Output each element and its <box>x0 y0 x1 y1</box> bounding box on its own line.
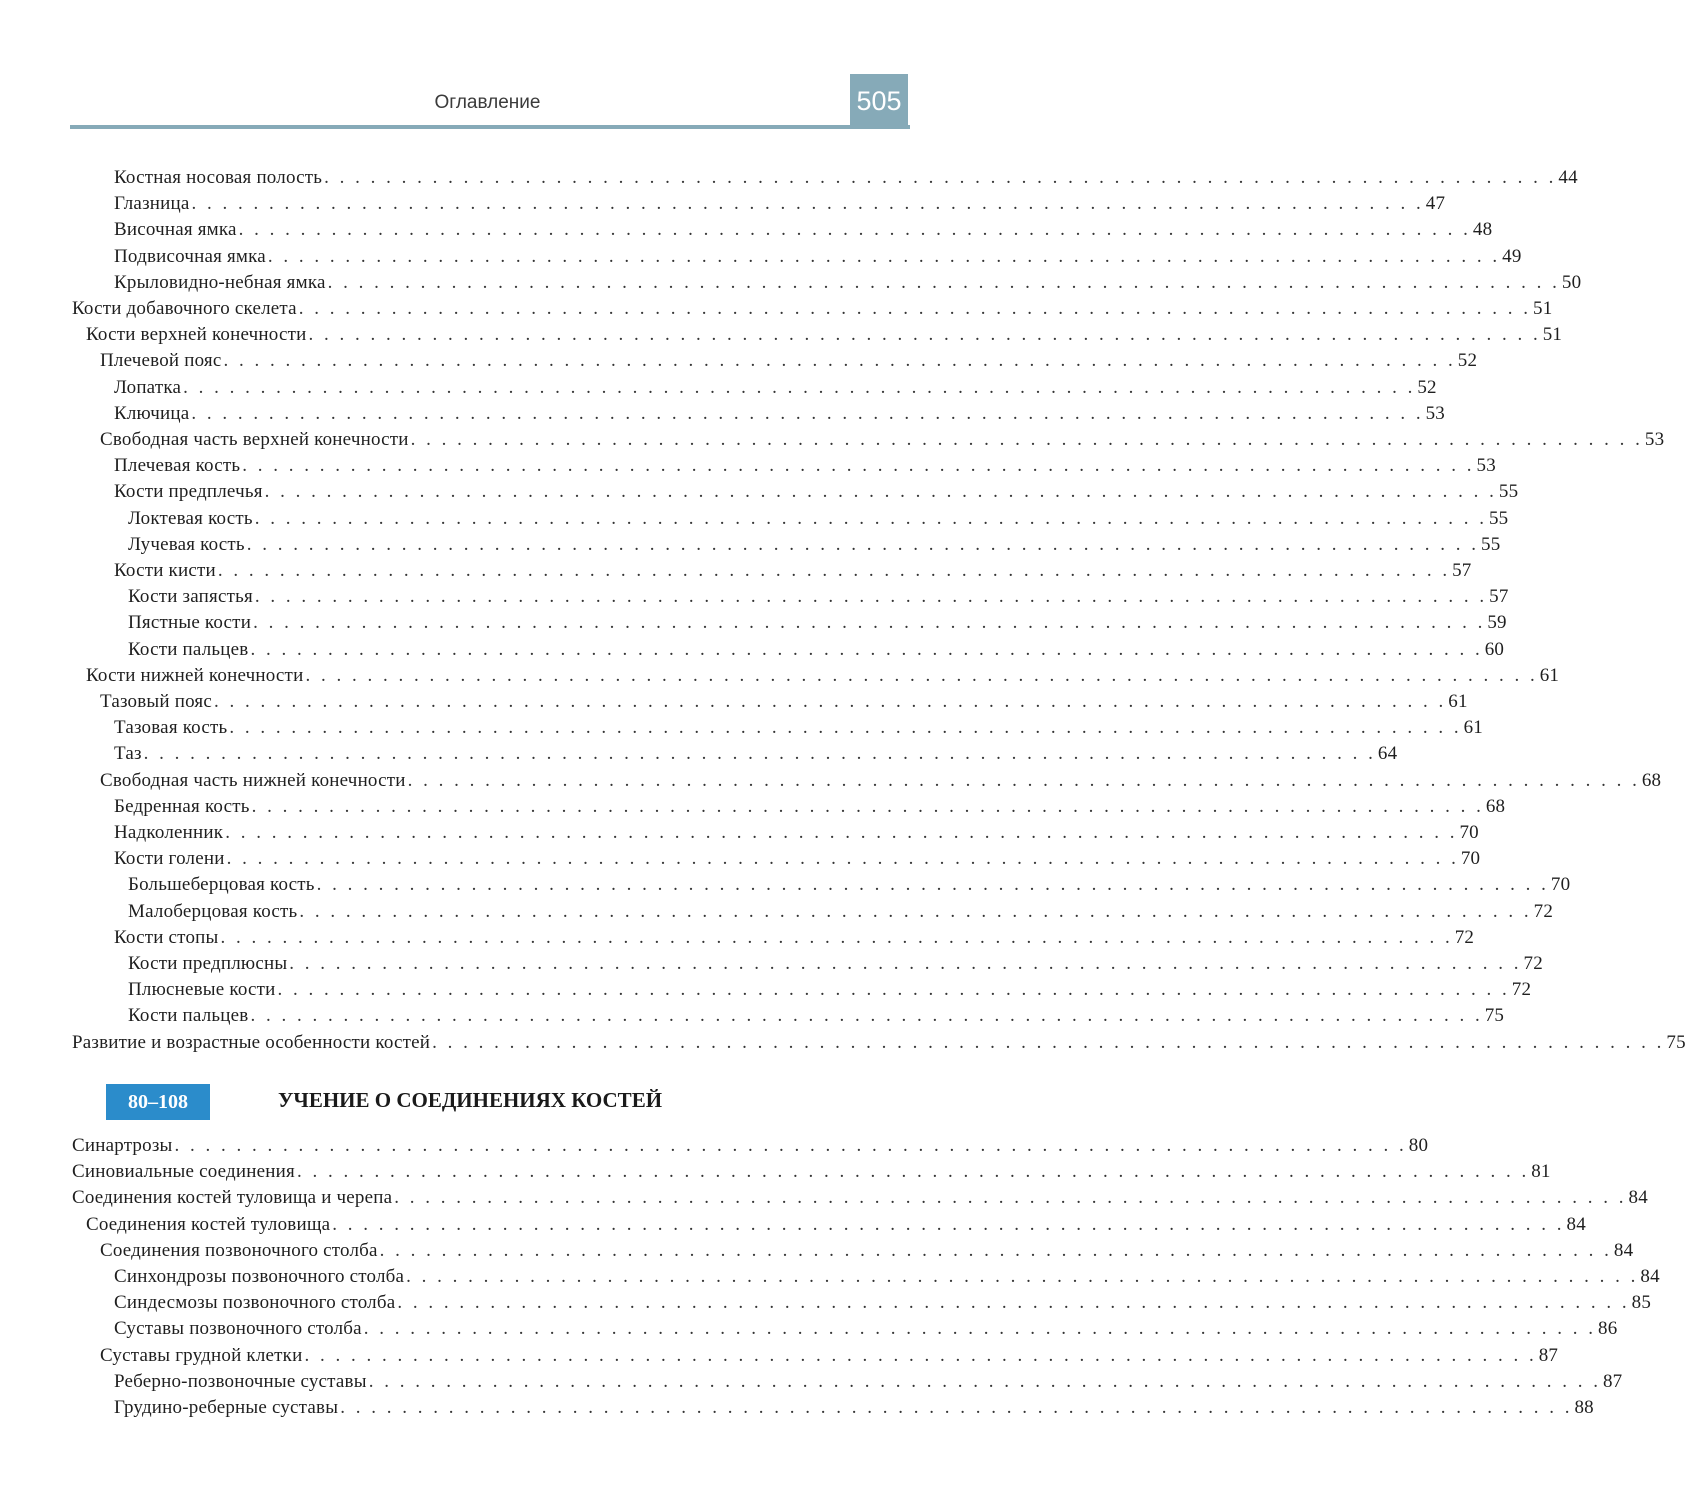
toc-entry <box>128 610 1507 636</box>
section-title: УЧЕНИЕ О СОЕДИНЕНИЯХ КОСТЕЙ <box>278 1088 663 1112</box>
toc-entry-page: 84 <box>1628 1187 1648 1209</box>
toc-entry <box>86 1212 1586 1238</box>
toc-entry-title: Надколенник <box>114 822 224 843</box>
toc-entry-title: Синартрозы <box>72 1135 173 1156</box>
toc-leader-dots: . . . . . . . . . . . . . . . . . . . . . . . . . . . . . . . . . . . . . . . . . . . . . . . . . . . . . . . . . . . . . . . . . . . . . . . . . . . . . . . . <box>253 612 1486 634</box>
toc-entry <box>114 479 1519 505</box>
toc-entry <box>86 322 1563 348</box>
toc-entry-title: Суставы позвоночного столба <box>114 1318 362 1340</box>
toc-entry-page: 86 <box>1598 1318 1618 1340</box>
toc-entry-title: Соединения костей туловища <box>86 1213 331 1235</box>
toc-entry-page: 70 <box>1550 874 1571 896</box>
toc-entry <box>72 296 1553 322</box>
toc-entry <box>128 1003 1505 1029</box>
toc-entry-title: Синдесмозы позвоночного столба <box>114 1292 396 1314</box>
toc-entry-page: 61 <box>1463 717 1483 739</box>
toc-entry-page: 59 <box>1487 612 1507 634</box>
toc-entry-page: 72 <box>1511 979 1532 1001</box>
toc-entry-title: Лопатка <box>114 376 182 398</box>
toc-entry-title: Свободная часть верхней конечности <box>100 429 409 450</box>
toc-leader-dots: . . . . . . . . . . . . . . . . . . . . . . . . . . . . . . . . . . . . . . . . . . . . . . . . . . . . . . . . . . . . . . . . . . . . . . . . . . . . . . . . <box>229 717 1462 739</box>
toc-leader-dots: . . . . . . . . . . . . . . . . . . . . . . . . . . . . . . . . . . . . . . . . . . . . . . . . . . . . . . . . . . . . . . . . . . . . . . . . . . . . . . . . <box>406 1266 1639 1287</box>
toc-entry <box>114 1316 1618 1342</box>
toc-entry-title: Кости пальцев <box>128 638 249 660</box>
toc-leader-dots: . . . . . . . . . . . . . . . . . . . . . . . . . . . . . . . . . . . . . . . . . . . . . . . . . . . . . . . . . . . . . . . . . . . . . . . . . . . . . . . . <box>308 324 1541 346</box>
toc-entry-page: 70 <box>1459 822 1479 843</box>
toc-entry <box>128 977 1532 1003</box>
toc-entry <box>114 401 1446 427</box>
toc-leader-dots: . . . . . . . . . . . . . . . . . . . . . . . . . . . . . . . . . . . . . . . . . . . . . . . . . . . . . . . . . . . . . . . . . . . . . . . . . . . . . . . . <box>267 245 1501 267</box>
toc-entry-title: Соединения костей туловища и черепа <box>72 1187 393 1209</box>
toc-entry <box>100 348 1478 374</box>
toc-leader-dots: . . . . . . . . . . . . . . . . . . . . . . . . . . . . . . . . . . . . . . . . . . . . . . . . . . . . . . . . . . . . . . . . . . . . . . . . . . . . . . . . <box>254 507 1487 529</box>
toc-leader-dots: . . . . . . . . . . . . . . . . . . . . . . . . . . . . . . . . . . . . . . . . . . . . . . . . . . . . . . . . . . . . . . . . . . . . . . . . . . . . . . . . <box>340 1397 1573 1418</box>
toc-entry-page: 68 <box>1485 795 1506 817</box>
toc-entry-title: Лучевая кость <box>128 533 245 555</box>
toc-leader-dots: . . . . . . . . . . . . . . . . . . . . . . . . . . . . . . . . . . . . . . . . . . . . . . . . . . . . . . . . . . . . . . . . . . . . . . . . . . . . . . . . <box>432 1031 1665 1053</box>
toc-entry <box>114 375 1437 401</box>
toc-entry-page: 72 <box>1533 900 1554 922</box>
toc-entry-page: 48 <box>1472 219 1493 241</box>
toc-entry-page: 61 <box>1448 691 1468 712</box>
toc-leader-dots: . . . . . . . . . . . . . . . . . . . . . . . . . . . . . . . . . . . . . . . . . . . . . . . . . . . . . . . . . . . . . . . . . . . . . . . . . . . . . . . . <box>394 1187 1627 1209</box>
toc-entry-title: Кости запястья <box>128 586 253 608</box>
toc-entry-page: 53 <box>1476 455 1496 477</box>
section-page-range-badge: 80–108 <box>106 1084 210 1120</box>
toc-entry <box>100 427 1665 453</box>
toc-leader-dots: . . . . . . . . . . . . . . . . . . . . . . . . . . . . . . . . . . . . . . . . . . . . . . . . . . . . . . . . . . . . . . . . . . . . . . . . . . . . . . . . <box>299 900 1532 922</box>
toc-entry <box>72 1133 1429 1159</box>
toc-entry-page: 84 <box>1640 1266 1660 1287</box>
toc-entry-title: Синовиальные соединения <box>72 1161 295 1183</box>
toc-entry <box>128 872 1571 898</box>
toc-entry-page: 68 <box>1641 769 1662 791</box>
toc-leader-dots: . . . . . . . . . . . . . . . . . . . . . . . . . . . . . . . . . . . . . . . . . . . . . . . . . . . . . . . . . . . . . . . . . . . . . . . . . . . . . . . . <box>332 1213 1565 1235</box>
toc-entry <box>100 689 1468 715</box>
toc-entry <box>114 820 1479 846</box>
toc-entry-page: 70 <box>1460 848 1481 870</box>
toc-entry-page: 57 <box>1452 560 1472 581</box>
toc-leader-dots: . . . . . . . . . . . . . . . . . . . . . . . . . . . . . . . . . . . . . . . . . . . . . . . . . . . . . . . . . . . . . . . . . . . . . . . . . . . . . . . . <box>316 874 1549 896</box>
toc-entry-title: Кости голени <box>114 848 225 870</box>
toc-leader-dots: . . . . . . . . . . . . . . . . . . . . . . . . . . . . . . . . . . . . . . . . . . . . . . . . . . . . . . . . . . . . . . . . . . . . . . . . . . . . . . . . <box>296 1161 1530 1183</box>
toc-leader-dots: . . . . . . . . . . . . . . . . . . . . . . . . . . . . . . . . . . . . . . . . . . . . . . . . . . . . . . . . . . . . . . . . . . . . . . . . . . . . . . . . <box>174 1135 1407 1156</box>
toc-entry-title: Височная ямка <box>114 219 237 241</box>
toc-entry <box>114 270 1582 296</box>
toc-leader-dots: . . . . . . . . . . . . . . . . . . . . . . . . . . . . . . . . . . . . . . . . . . . . . . . . . . . . . . . . . . . . . . . . . . . . . . . . . . . . . . . . <box>254 586 1488 608</box>
toc-leader-dots: . . . . . . . . . . . . . . . . . . . . . . . . . . . . . . . . . . . . . . . . . . . . . . . . . . . . . . . . . . . . . . . . . . . . . . . . . . . . . . . . <box>223 350 1456 372</box>
toc-entry-page: 50 <box>1561 271 1582 293</box>
toc-leader-dots: . . . . . . . . . . . . . . . . . . . . . . . . . . . . . . . . . . . . . . . . . . . . . . . . . . . . . . . . . . . . . . . . . . . . . . . . . . . . . . . . <box>327 271 1560 293</box>
toc-leader-dots: . . . . . . . . . . . . . . . . . . . . . . . . . . . . . . . . . . . . . . . . . . . . . . . . . . . . . . . . . . . . . . . . . . . . . . . . . . . . . . . . <box>191 193 1424 215</box>
toc-leader-dots: . . . . . . . . . . . . . . . . . . . . . . . . . . . . . . . . . . . . . . . . . . . . . . . . . . . . . . . . . . . . . . . . . . . . . . . . . . . . . . . . <box>363 1318 1597 1340</box>
toc-entry <box>114 244 1522 270</box>
toc-leader-dots: . . . . . . . . . . . . . . . . . . . . . . . . . . . . . . . . . . . . . . . . . . . . . . . . . . . . . . . . . . . . . . . . . . . . . . . . . . . . . . . . <box>238 219 1471 241</box>
toc-entry-title: Пястные кости <box>128 612 252 634</box>
toc-entry <box>114 794 1506 820</box>
toc-entry <box>114 191 1446 217</box>
toc-entry <box>114 558 1472 584</box>
toc-entry-page: 55 <box>1488 507 1509 529</box>
toc-leader-dots: . . . . . . . . . . . . . . . . . . . . . . . . . . . . . . . . . . . . . . . . . . . . . . . . . . . . . . . . . . . . . . . . . . . . . . . . . . . . . . . . <box>225 822 1458 843</box>
toc-leader-dots: . . . . . . . . . . . . . . . . . . . . . . . . . . . . . . . . . . . . . . . . . . . . . . . . . . . . . . . . . . . . . . . . . . . . . . . . . . . . . . . . <box>246 533 1480 555</box>
toc-entry-page: 60 <box>1484 638 1505 660</box>
toc-entry-title: Костная носовая полость <box>114 167 323 188</box>
toc-entry <box>86 663 1560 689</box>
toc-entry-page: 52 <box>1457 350 1478 372</box>
toc-entry-page: 64 <box>1377 743 1398 765</box>
toc-entry <box>100 1343 1559 1369</box>
toc-entry <box>114 715 1483 741</box>
toc-entry-title: Глазница <box>114 193 190 215</box>
toc-entry-page: 72 <box>1454 926 1475 948</box>
toc-entry-title: Кости предплюсны <box>128 953 288 974</box>
toc-entry <box>114 925 1475 951</box>
toc-entry-page: 57 <box>1489 586 1509 608</box>
toc-entry-page: 81 <box>1531 1161 1551 1183</box>
toc-entry <box>128 951 1543 977</box>
toc-entry-page: 44 <box>1558 167 1578 188</box>
toc-leader-dots: . . . . . . . . . . . . . . . . . . . . . . . . . . . . . . . . . . . . . . . . . . . . . . . . . . . . . . . . . . . . . . . . . . . . . . . . . . . . . . . . <box>304 1344 1537 1366</box>
toc-entry-page: 47 <box>1425 193 1446 215</box>
toc-leader-dots: . . . . . . . . . . . . . . . . . . . . . . . . . . . . . . . . . . . . . . . . . . . . . . . . . . . . . . . . . . . . . . . . . . . . . . . . . . . . . . . . <box>289 953 1522 974</box>
toc-entry-title: Синхондрозы позвоночного столба <box>114 1266 405 1287</box>
toc-leader-dots: . . . . . . . . . . . . . . . . . . . . . . . . . . . . . . . . . . . . . . . . . . . . . . . . . . . . . . . . . . . . . . . . . . . . . . . . . . . . . . . . <box>305 664 1538 686</box>
toc-leader-dots: . . . . . . . . . . . . . . . . . . . . . . . . . . . . . . . . . . . . . . . . . . . . . . . . . . . . . . . . . . . . . . . . . . . . . . . . . . . . . . . . <box>379 1239 1612 1261</box>
header-rule <box>70 125 910 129</box>
toc-entry-page: 84 <box>1566 1213 1586 1235</box>
page-number: 505 <box>850 74 908 129</box>
toc-entry-title: Кости стопы <box>114 926 219 948</box>
toc-leader-dots: . . . . . . . . . . . . . . . . . . . . . . . . . . . . . . . . . . . . . . . . . . . . . . . . . . . . . . . . . . . . . . . . . . . . . . . . . . . . . . . . <box>183 376 1416 398</box>
toc-leader-dots: . . . . . . . . . . . . . . . . . . . . . . . . . . . . . . . . . . . . . . . . . . . . . . . . . . . . . . . . . . . . . . . . . . . . . . . . . . . . . . . . <box>407 769 1640 791</box>
toc-entry-title: Кости кисти <box>114 560 216 581</box>
toc-leader-dots: . . . . . . . . . . . . . . . . . . . . . . . . . . . . . . . . . . . . . . . . . . . . . . . . . . . . . . . . . . . . . . . . . . . . . . . . . . . . . . . . <box>220 926 1453 948</box>
toc-leader-dots: . . . . . . . . . . . . . . . . . . . . . . . . . . . . . . . . . . . . . . . . . . . . . . . . . . . . . . . . . . . . . . . . . . . . . . . . . . . . . . . . <box>214 691 1447 712</box>
toc-leader-dots: . . . . . . . . . . . . . . . . . . . . . . . . . . . . . . . . . . . . . . . . . . . . . . . . . . . . . . . . . . . . . . . . . . . . . . . . . . . . . . . . <box>226 848 1459 870</box>
toc-entry-title: Большеберцовая кость <box>128 874 315 896</box>
toc-leader-dots: . . . . . . . . . . . . . . . . . . . . . . . . . . . . . . . . . . . . . . . . . . . . . . . . . . . . . . . . . . . . . . . . . . . . . . . . . . . . . . . . <box>191 402 1424 424</box>
toc-entry <box>114 1369 1623 1395</box>
toc-entry-page: 53 <box>1425 402 1446 424</box>
toc-entry-title: Суставы грудной клетки <box>100 1344 303 1366</box>
toc-entry-page: 51 <box>1533 298 1553 319</box>
toc-entry <box>114 1395 1594 1421</box>
toc-entry-page: 84 <box>1613 1239 1634 1261</box>
toc-entry-title: Тазовая кость <box>114 717 228 739</box>
toc-leader-dots: . . . . . . . . . . . . . . . . . . . . . . . . . . . . . . . . . . . . . . . . . . . . . . . . . . . . . . . . . . . . . . . . . . . . . . . . . . . . . . . . <box>397 1292 1630 1314</box>
toc-entry <box>114 453 1496 479</box>
toc-entry-page: 87 <box>1538 1344 1559 1366</box>
toc-entry-title: Крыловидно-небная ямка <box>114 271 326 293</box>
toc-entry <box>128 506 1509 532</box>
toc-entry-page: 88 <box>1574 1397 1594 1418</box>
toc-leader-dots: . . . . . . . . . . . . . . . . . . . . . . . . . . . . . . . . . . . . . . . . . . . . . . . . . . . . . . . . . . . . . . . . . . . . . . . . . . . . . . . . <box>368 1370 1601 1392</box>
toc-entry-title: Кости пальцев <box>128 1005 249 1027</box>
toc-entry-page: 85 <box>1631 1292 1652 1314</box>
toc-leader-dots: . . . . . . . . . . . . . . . . . . . . . . . . . . . . . . . . . . . . . . . . . . . . . . . . . . . . . . . . . . . . . . . . . . . . . . . . . . . . . . . . <box>264 481 1497 503</box>
toc-entry-page: 49 <box>1502 245 1522 267</box>
toc-entry-title: Плечевая кость <box>114 455 241 477</box>
toc-leader-dots: . . . . . . . . . . . . . . . . . . . . . . . . . . . . . . . . . . . . . . . . . . . . . . . . . . . . . . . . . . . . . . . . . . . . . . . . . . . . . . . . <box>324 167 1557 188</box>
toc-entry-title: Развитие и возрастные особенности костей <box>72 1031 431 1053</box>
toc-entry-title: Соединения позвоночного столба <box>100 1239 378 1261</box>
toc-entry-title: Кости предплечья <box>114 481 263 503</box>
toc-entry-title: Таз <box>114 743 142 765</box>
running-header-title: Оглавление <box>434 92 541 113</box>
toc-entry-page: 61 <box>1539 664 1560 686</box>
toc-entry <box>72 1159 1551 1185</box>
toc-entry-title: Подвисочная ямка <box>114 245 266 267</box>
toc-entry-title: Реберно-позвоночные суставы <box>114 1370 367 1392</box>
toc-leader-dots: . . . . . . . . . . . . . . . . . . . . . . . . . . . . . . . . . . . . . . . . . . . . . . . . . . . . . . . . . . . . . . . . . . . . . . . . . . . . . . . . <box>242 455 1475 477</box>
toc-entry <box>114 846 1481 872</box>
toc-entry-page: 87 <box>1602 1370 1623 1392</box>
toc-entry-title: Плюсневые кости <box>128 979 276 1001</box>
toc-entry-page: 72 <box>1523 953 1543 974</box>
toc-leader-dots: . . . . . . . . . . . . . . . . . . . . . . . . . . . . . . . . . . . . . . . . . . . . . . . . . . . . . . . . . . . . . . . . . . . . . . . . . . . . . . . . <box>217 560 1451 581</box>
toc-leader-dots: . . . . . . . . . . . . . . . . . . . . . . . . . . . . . . . . . . . . . . . . . . . . . . . . . . . . . . . . . . . . . . . . . . . . . . . . . . . . . . . . <box>250 638 1483 660</box>
toc-entry-title: Свободная часть нижней конечности <box>100 769 406 791</box>
toc-leader-dots: . . . . . . . . . . . . . . . . . . . . . . . . . . . . . . . . . . . . . . . . . . . . . . . . . . . . . . . . . . . . . . . . . . . . . . . . . . . . . . . . <box>251 795 1484 817</box>
toc-entry-title: Ключица <box>114 402 190 424</box>
toc-entry <box>114 1264 1660 1290</box>
toc-leader-dots: . . . . . . . . . . . . . . . . . . . . . . . . . . . . . . . . . . . . . . . . . . . . . . . . . . . . . . . . . . . . . . . . . . . . . . . . . . . . . . . . <box>298 298 1532 319</box>
toc-entry <box>114 165 1578 191</box>
toc-entry-title: Грудино-реберные суставы <box>114 1397 339 1418</box>
toc-entry-page: 55 <box>1498 481 1519 503</box>
toc-leader-dots: . . . . . . . . . . . . . . . . . . . . . . . . . . . . . . . . . . . . . . . . . . . . . . . . . . . . . . . . . . . . . . . . . . . . . . . . . . . . . . . . <box>410 429 1643 450</box>
toc-entry-title: Кости верхней конечности <box>86 324 307 346</box>
toc-entry-title: Малоберцовая кость <box>128 900 298 922</box>
toc-entry-page: 53 <box>1644 429 1665 450</box>
toc-entry <box>100 1238 1634 1264</box>
toc-entry-title: Бедренная кость <box>114 795 250 817</box>
toc-entry-title: Кости добавочного скелета <box>72 298 297 319</box>
toc-entry <box>72 1185 1648 1211</box>
toc-entry <box>114 741 1398 767</box>
toc-entry-title: Плечевой пояс <box>100 350 222 372</box>
toc-entry-title: Тазовый пояс <box>100 691 212 712</box>
toc-entry <box>114 1290 1652 1316</box>
toc-entry <box>128 637 1505 663</box>
toc-entry <box>114 217 1493 243</box>
toc-entry-page: 52 <box>1417 376 1437 398</box>
toc-entry-page: 80 <box>1408 1135 1429 1156</box>
toc-entry-title: Локтевая кость <box>128 507 253 529</box>
toc-entry-page: 75 <box>1484 1005 1505 1027</box>
toc-entry-page: 75 <box>1666 1031 1686 1053</box>
toc-entry-page: 55 <box>1481 533 1501 555</box>
toc-leader-dots: . . . . . . . . . . . . . . . . . . . . . . . . . . . . . . . . . . . . . . . . . . . . . . . . . . . . . . . . . . . . . . . . . . . . . . . . . . . . . . . . <box>250 1005 1483 1027</box>
toc-entry <box>100 768 1662 794</box>
toc-entry <box>128 532 1501 558</box>
toc-leader-dots: . . . . . . . . . . . . . . . . . . . . . . . . . . . . . . . . . . . . . . . . . . . . . . . . . . . . . . . . . . . . . . . . . . . . . . . . . . . . . . . . <box>143 743 1376 765</box>
toc-entry-page: 51 <box>1542 324 1563 346</box>
toc-entry <box>128 584 1509 610</box>
toc-entry <box>128 899 1554 925</box>
toc-entry-title: Кости нижней конечности <box>86 664 304 686</box>
toc-leader-dots: . . . . . . . . . . . . . . . . . . . . . . . . . . . . . . . . . . . . . . . . . . . . . . . . . . . . . . . . . . . . . . . . . . . . . . . . . . . . . . . . <box>277 979 1510 1001</box>
toc-entry <box>72 1030 1686 1056</box>
